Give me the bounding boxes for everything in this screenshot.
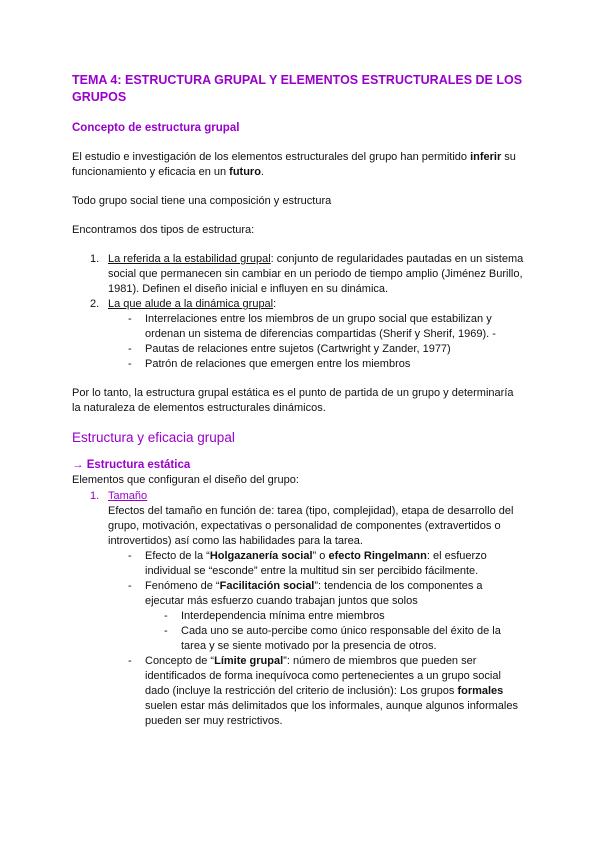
dash-bullet: - <box>164 610 168 622</box>
bold-span: efecto Ringelmann <box>328 550 427 562</box>
facilitacion-line2: ejecutar más esfuerzo cuando trabajan juntos que solos <box>145 595 418 607</box>
bold-span: Límite grupal <box>214 655 284 667</box>
paragraph-estudio-line2 <box>72 165 264 181</box>
list-item-2-line1 <box>108 297 276 313</box>
text-span: ”: número de miembros que pueden ser <box>283 655 477 667</box>
paragraph-tipos: Encontramos dos tipos de estructura: <box>72 224 255 236</box>
text-span: dado (incluye la restricción del criterio de inclusión): Los grupos <box>145 685 458 697</box>
text-span: funcionamiento y eficacia en un <box>72 166 230 178</box>
facilitacion-sub-item: tarea y se siente motivado por la presencia de otros. <box>181 640 437 652</box>
list-item-1-line2: social que permanecen sin cambiar en un periodo de tiempo amplio (Jiménez Burillo, <box>108 268 523 280</box>
tamano-desc-line2: grupo, motivación, expectativas o personalidad de componentes (extravertidos o <box>108 520 501 532</box>
limite-line1 <box>145 654 476 670</box>
bold-span: futuro <box>229 166 261 178</box>
facilitacion-line1 <box>145 579 483 595</box>
limite-line5: pueden ser muy restrictivos. <box>145 715 283 727</box>
list-item-tamano: Tamaño <box>108 490 148 502</box>
paragraph-conclusion-line1: Por lo tanto, la estructura grupal estática es el punto de partida de un grupo y determinaría <box>72 387 514 399</box>
tamano-desc-line3: introvertidos) así como las habilidades para la tarea. <box>108 535 363 547</box>
list-number: 2. <box>90 298 100 310</box>
sub-item: Interrelaciones entre los miembros de un grupo social que estabilizan y <box>145 313 492 325</box>
paragraph-estudio-line1 <box>72 150 516 166</box>
limite-line2: identificados de forma inequívoca como pertenecientes a un grupo social <box>145 670 501 682</box>
text-span: Concepto de “ <box>145 655 215 667</box>
paragraph-conclusion-line2: la naturaleza de elementos estructurales dinámicos. <box>72 402 326 414</box>
text-span: . <box>260 166 264 178</box>
bold-span: formales <box>457 685 504 697</box>
section-heading-eficacia: Estructura y eficacia grupal <box>72 430 235 445</box>
paragraph-elementos: Elementos que configuran el diseño del grupo: <box>72 474 299 486</box>
limite-line4: suelen estar más delimitados que los informales, aunque algunos informales <box>145 700 518 712</box>
dash-bullet: - <box>128 550 132 562</box>
text-span: : conjunto de regularidades pautadas en un sistema <box>270 253 524 265</box>
text-span: : <box>273 298 277 310</box>
bold-span: inferir <box>470 151 502 163</box>
text-span: su <box>501 151 516 163</box>
paragraph-composicion: Todo grupo social tiene una composición y estructura <box>72 195 332 207</box>
sub-item: Pautas de relaciones entre sujetos (Cartwright y Zander, 1977) <box>145 343 451 355</box>
list-item-1-line1 <box>108 252 523 268</box>
text-span: El estudio e investigación de los elementos estructurales del grupo han permitido <box>72 151 471 163</box>
underlined-label: La referida a la estabilidad grupal <box>108 253 271 265</box>
bold-span: Facilitación social <box>219 580 315 592</box>
dash-bullet: - <box>128 343 132 355</box>
bold-span: Holgazanería social <box>209 550 313 562</box>
facilitacion-sub-item: Interdependencia mínima entre miembros <box>181 610 385 622</box>
text-span: : el esfuerzo <box>426 550 487 562</box>
holgazaneria-line1 <box>145 549 487 565</box>
sub-item: Patrón de relaciones que emergen entre los miembros <box>145 358 411 370</box>
dash-bullet: - <box>128 580 132 592</box>
tamano-desc-line1: Efectos del tamaño en función de: tarea (tipo, complejidad), etapa de desarrollo del <box>108 505 514 517</box>
dash-bullet: - <box>128 358 132 370</box>
dash-bullet: - <box>128 655 132 667</box>
list-number: 1. <box>90 253 100 265</box>
subheading-estructura-estatica: → Estructura estática <box>72 459 191 471</box>
text-span: Efecto de la “ <box>145 550 210 562</box>
facilitacion-sub-item: Cada uno se auto-percibe como único responsable del éxito de la <box>181 625 501 637</box>
dash-bullet: - <box>164 625 168 637</box>
page-title: TEMA 4: ESTRUCTURA GRUPAL Y ELEMENTOS ESTRUCTURALES DE LOS GRUPOS <box>72 73 523 104</box>
section-heading-concepto: Concepto de estructura grupal <box>72 122 240 134</box>
text-span: ”: tendencia de los componentes a <box>314 580 483 592</box>
limite-line3 <box>145 684 503 700</box>
list-item-1-line3: 1981). Definen el diseño inicial e influyen en su dinámica. <box>108 283 389 295</box>
text-span: Fenómeno de “ <box>145 580 220 592</box>
list-number: 1. <box>90 490 100 502</box>
holgazaneria-line2: individual se “esconde” entre la multitud sin ser percibido fácilmente. <box>145 565 479 577</box>
dash-bullet: - <box>128 313 132 325</box>
sub-item: ordenan un sistema de diferencias compartidas (Sherif y Sherif, 1969). - <box>145 328 496 340</box>
text-span: ” o <box>312 550 329 562</box>
underlined-label: La que alude a la dinámica grupal <box>108 298 274 310</box>
